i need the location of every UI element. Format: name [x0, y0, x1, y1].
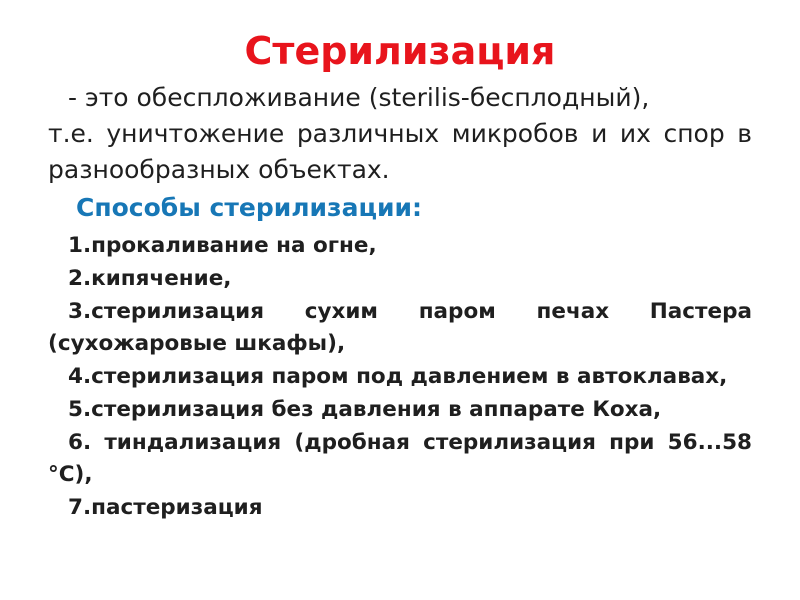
slide-title: Стерилизация	[244, 29, 556, 73]
methods-list	[48, 230, 752, 525]
method-text: пастеризация	[91, 495, 263, 520]
definition-rest: т.е. уничтожение различных микробов и их спор в разнообразных объектах.	[48, 119, 752, 184]
method-text: кипячение,	[91, 266, 232, 291]
method-item-4	[48, 361, 752, 393]
method-item-3	[48, 296, 752, 360]
method-number: 4.	[68, 364, 92, 389]
method-item-1	[48, 230, 752, 262]
method-number: 1.	[68, 233, 92, 258]
method-number: 6.	[68, 430, 92, 455]
method-item-5	[48, 394, 752, 426]
method-item-6	[48, 427, 752, 491]
method-text: стерилизация без давления в аппарате Коха,	[91, 397, 662, 422]
methods-heading: Способы стерилизации:	[76, 193, 423, 222]
method-item-2	[48, 263, 752, 295]
definition-line-1: - это обеспложивание (sterilis-бесплодный),	[68, 83, 650, 112]
method-number: 3.	[68, 299, 92, 324]
method-text: прокаливание на огне,	[91, 233, 377, 258]
method-number: 5.	[68, 397, 92, 422]
method-number: 2.	[68, 266, 92, 291]
method-text: стерилизация сухим паром печах Пастера (сухожаровые шкафы),	[48, 299, 752, 356]
method-number: 7.	[68, 495, 92, 520]
definition-paragraph	[48, 80, 752, 188]
method-text: стерилизация паром под давлением в автоклавах,	[91, 364, 728, 389]
method-item-7	[48, 492, 752, 524]
method-text: тиндализация (дробная стерилизация при 56...58 °С),	[48, 430, 752, 487]
